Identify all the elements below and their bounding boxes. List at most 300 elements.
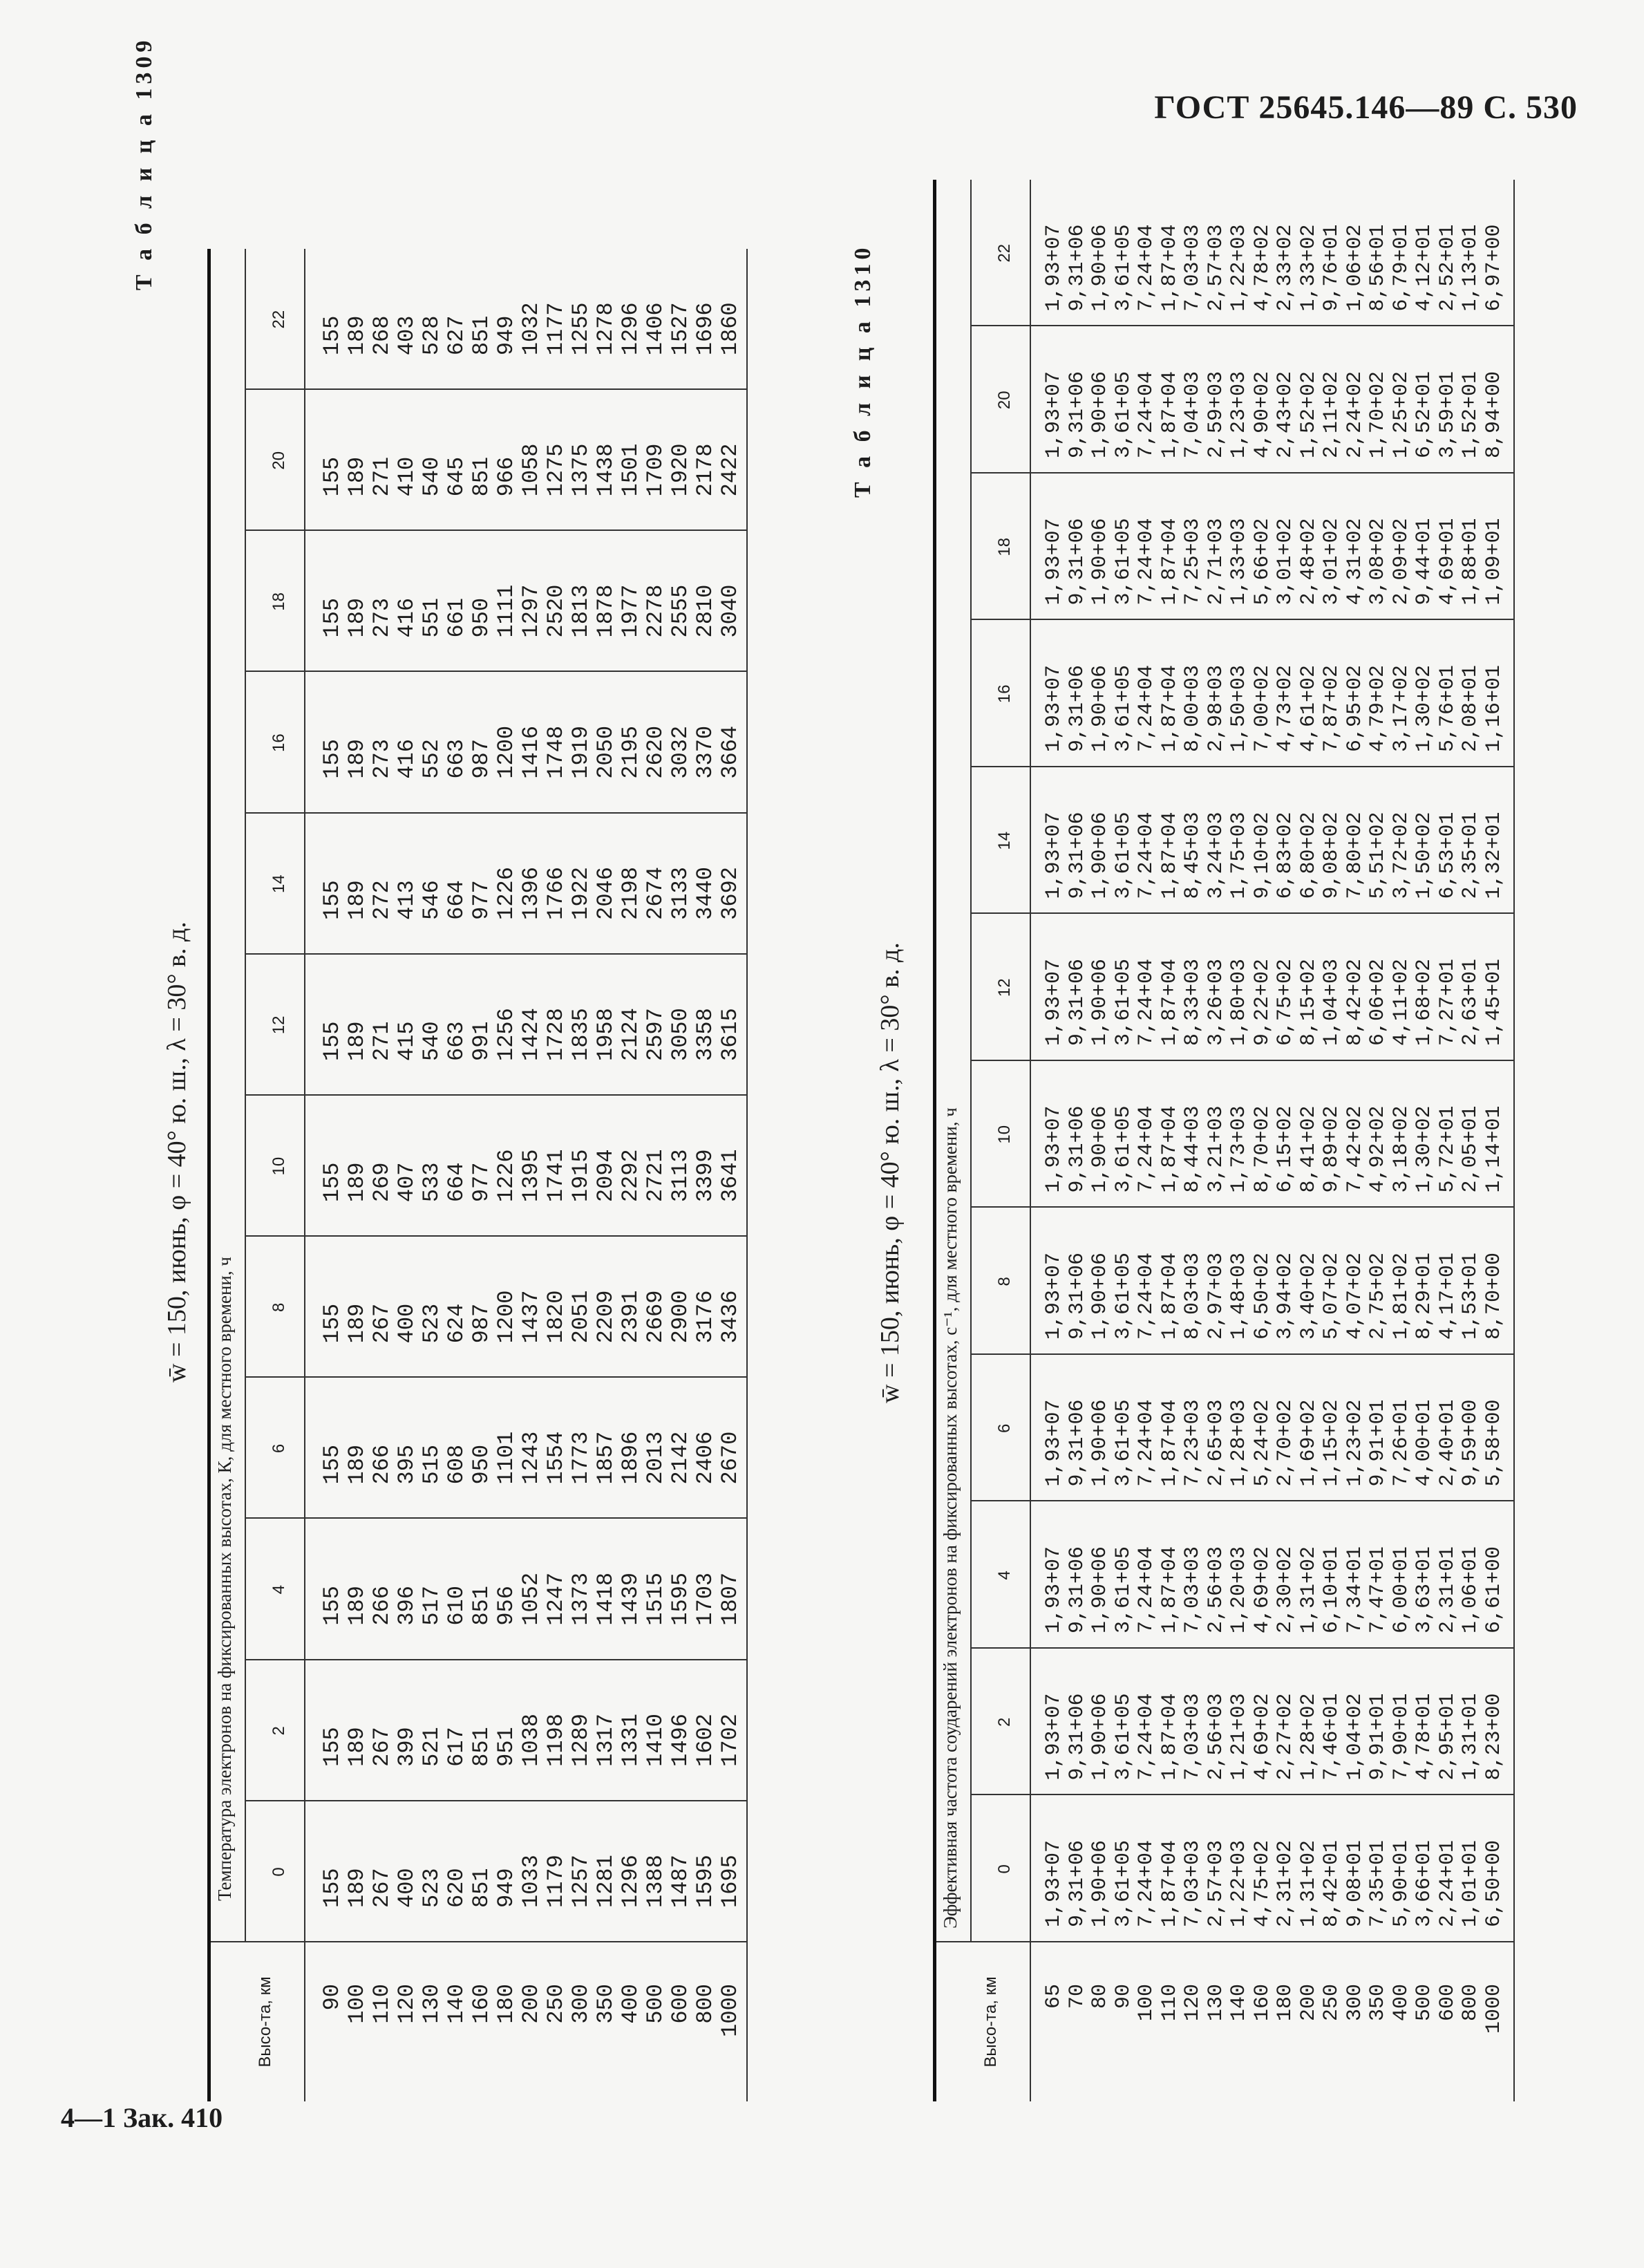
- table-cell: 7,26+01: [1389, 1399, 1413, 1487]
- table-cell: 851: [469, 456, 494, 497]
- table-cell: 991: [469, 1021, 494, 1061]
- table-cell: 1179: [543, 1855, 569, 1908]
- table-cell: 2,56+03: [1204, 1546, 1228, 1633]
- table-cell: 2900: [668, 1290, 693, 1344]
- table-cell: 1977: [618, 584, 643, 638]
- table-cell: 8,70+02: [1250, 1105, 1274, 1193]
- table-cell: 6,79+01: [1389, 224, 1413, 312]
- table-cell: 3,61+05: [1111, 1105, 1135, 1193]
- table-cell: 1388: [643, 1855, 668, 1908]
- table-cell: 3,61+05: [1111, 1693, 1135, 1781]
- table-cell: 9,31+06: [1065, 518, 1089, 606]
- table-cell: 2721: [643, 1149, 668, 1203]
- table-cell: 8,56+01: [1366, 224, 1390, 312]
- table-cell: 521: [419, 1727, 444, 1767]
- table-cell: 1396: [518, 867, 544, 920]
- table-cell: 7,24+04: [1135, 1546, 1158, 1633]
- table-cell: 7,35+01: [1366, 1839, 1390, 1927]
- table-subtitle: Эффективная частота соударений электронов на фиксированных высотах, с⁻¹, для местного времени, ч: [940, 1107, 961, 1929]
- table-cell: 1,53+01: [1459, 1252, 1482, 1340]
- column-header-hour: 14: [270, 874, 288, 894]
- table-cell: 7,24+04: [1135, 371, 1158, 458]
- table-cell: 1595: [668, 1572, 693, 1626]
- table-cell: 7,00+02: [1250, 664, 1274, 752]
- table-cell: 1,80+03: [1227, 958, 1251, 1046]
- column-separator: [246, 1376, 746, 1378]
- table-cell: 155: [319, 315, 345, 356]
- colhead-rule: [304, 249, 305, 2101]
- table-cell: 1741: [543, 1149, 569, 1203]
- table-cell: 6,10+01: [1320, 1546, 1343, 1633]
- table-cell: 273: [369, 597, 395, 638]
- table-cell: 1101: [493, 1431, 519, 1485]
- table-cell: 851: [469, 1727, 494, 1767]
- table-cell: 4,78+01: [1412, 1693, 1436, 1781]
- table-cell: 1,75+03: [1227, 812, 1251, 899]
- table-cell: 1958: [593, 1008, 618, 1061]
- table-cell: 2198: [618, 867, 643, 920]
- table-cell: 3040: [717, 584, 743, 638]
- table-cell: 1,21+03: [1227, 1693, 1251, 1781]
- table-cell: 1,88+01: [1459, 518, 1482, 606]
- table-cell: 1919: [568, 725, 594, 779]
- table-cell: 1331: [618, 1714, 643, 1767]
- table-cell: 1878: [593, 584, 618, 638]
- table-cell: 1297: [518, 584, 544, 638]
- table-1310-block: Т а б л и ц а 1310 w̄ = 150, июнь, φ = 40° ю. ш., λ = 30° в. д. Эффективная частота соударений электронов на фиксированных высотах, с⁻¹, для местного времени, ч Высо-та, км 0 2 4 6 8 10 12 14 16 18 20 22 65 70 80 90 100 110 120 130 140 160 180 200 250 300 350 400 500 600 800 1000 1,93+07 1,93+07 1,93+07 1,93+07 1,93+07 1,93+07 1,93+07 1,93+07 1,93+07 1,93+07 1,93+07 1,93+07 9,31+06 9,31+06 9,31+06 9,31+06 9,31+06 9,31+06 9,31+06 9,31+06 9,31+06 9,31+06 9,31+06 9,31+06 1,90+06 1,90+06 1,90+06 1,90+06 1,90+06 1,90+06 1,90+06 1,90+06 1,90+06 1,90+06 1,90+06 1,90+06 3,61+05 3,61+05 3,61+05 3,61+05 3,61+05 3,61+05 3,61+05 3,61+05 3,61+05 3,61+05 3,61+05 3,61+05 7,24+04 7,24+04 7,24+04 7,24+04 7,24+04 7,24+04 7,24+04 7,24+04 7,24+04 7,24+04 7,24+04 7,24+04 1,87+04 1,87+04 1,87+04 1,87+04 1,87+04 1,87+04 1,87+04 1,87+04 1,87+04 1,87+04 1,87+04 1,87+04 7,03+03 7,03+03 7,03+03 7,23+03 8,03+03 8,44+03 8,33+03 8,45+03 8,00+03 7,25+03 7,04+03 7,03+03 2,57+03 2,56+03 2,56+03 2,65+03 2,97+03 3,21+03 3,26+03 3,24+03 2,98+03 2,71+03 2,59+03 2,57+03 1,22+03 1,21+03 1,20+03 1,28+03 1,48+03 1,73+03 1,80+03 1,75+03 1,50+03 1,33+03 1,23+03 1,22+03 4,75+02 4,69+02 4,69+02 5,24+02 6,50+02 8,70+02 9,22+02 9,10+02 7,00+02 5,66+02 4,90+02 4,78+02 2,31+02 2,27+02 2,30+02 2,70+02 3,94+02 6,15+02 6,75+02 6,83+02 4,73+02 3,01+02 2,43+02 2,33+02 1,31+02 1,28+02 1,31+02 1,69+02 3,40+02 8,41+02 8,15+02 6,80+02 4,61+02 2,48+02 1,52+02 1,33+02 8,42+01 7,46+01 6,10+01 1,15+02 5,07+02 9,89+02 1,04+03 9,08+02 7,87+02 3,01+02 2,11+02 9,76+01 9,08+01 1,04+02 7,34+01 1,23+02 4,07+02 7,42+02 8,42+02 7,80+02 6,95+02 4,31+02 2,24+02 1,06+02 7,35+01 9,91+01 7,47+01 9,91+01 2,75+02 4,92+02 6,06+02 5,51+02 4,79+02 3,08+02 1,70+02 8,56+01 5,90+01 7,90+01 6,00+01 7,26+01 1,81+02 3,18+02 4,11+02 3,72+02 3,17+02 2,09+02 1,25+02 6,79+01 3,66+01 4,78+01 3,63+01 4,00+01 8,29+01 1,30+02 1,68+02 1,50+02 1,30+02 9,44+01 6,52+01 4,12+01 2,24+01 2,95+01 2,31+01 2,40+01 4,17+01 5,72+01 7,27+01 6,53+01 5,76+01 4,69+01 3,59+01 2,52+01 1,01+01 1,31+01 1,06+01 9,59+00 1,53+01 2,05+01 2,63+01 2,35+01 2,08+01 1,88+01 1,52+01 1,13+01 6,50+00 8,23+00 6,61+00 5,58+00 8,70+00 1,14+01 1,45+01 1,32+01 1,16+01 1,09+01 8,94+00 6,97+00: [857, 97, 1548, 2101]
- table-cell: 1487: [668, 1855, 693, 1908]
- table-cell: 1,70+02: [1366, 371, 1390, 458]
- table-cell: 1,31+02: [1296, 1839, 1321, 1927]
- table-cell: 7,27+01: [1435, 958, 1459, 1046]
- column-separator: [246, 812, 746, 814]
- table-cell: 4,90+02: [1250, 371, 1274, 458]
- column-separator: [972, 1941, 1513, 1942]
- table-cell: 2,57+03: [1204, 224, 1228, 312]
- table-cell: 1296: [618, 1855, 643, 1908]
- table-cell: 2051: [568, 1290, 594, 1344]
- page-header: ГОСТ 25645.146—89 С. 530: [1154, 89, 1578, 126]
- table-cell: 1395: [518, 1149, 544, 1203]
- table-cell: 1,16+01: [1482, 664, 1506, 752]
- table-cell: 1,93+07: [1042, 371, 1066, 458]
- table-cell: 3,17+02: [1389, 664, 1413, 752]
- table-cell: 1317: [593, 1714, 618, 1767]
- table-cell: 1,28+03: [1227, 1399, 1251, 1487]
- table-cell: 9,31+06: [1065, 1105, 1089, 1193]
- table-cell: 2,30+02: [1274, 1546, 1297, 1633]
- table-cell: 189: [344, 880, 370, 920]
- table-cell: 6,06+02: [1366, 958, 1390, 1046]
- table-cell: 528: [419, 315, 444, 356]
- table-cell: 189: [344, 1727, 370, 1767]
- table-cell: 2,24+01: [1435, 1839, 1459, 1927]
- table-cell: 2278: [643, 584, 668, 638]
- table-cell: 9,31+06: [1065, 371, 1089, 458]
- table-cell: 8,33+03: [1181, 958, 1204, 1046]
- table-cell: 1111: [493, 584, 519, 638]
- table-cell: 2670: [717, 1431, 743, 1485]
- table-cell: 2,11+02: [1320, 371, 1343, 458]
- column-separator: [246, 388, 746, 390]
- table-cell: 8,94+00: [1482, 371, 1506, 458]
- table-cell: 7,24+04: [1135, 1693, 1158, 1781]
- table-cell: 1,23+02: [1343, 1399, 1367, 1487]
- table-cell: 1243: [518, 1431, 544, 1485]
- column-header-hour: 8: [995, 1277, 1014, 1286]
- table-cell: 1,81+02: [1389, 1252, 1413, 1340]
- table-cell: 1275: [543, 443, 569, 497]
- table-cell: 1,90+06: [1088, 664, 1112, 752]
- table-cell: 3,61+05: [1111, 812, 1135, 899]
- table-cell: 416: [394, 597, 419, 638]
- table-number: Т а б л и ц а 1310: [850, 243, 876, 498]
- table-cell: 3,61+05: [1111, 664, 1135, 752]
- table-cell: 1703: [692, 1572, 718, 1626]
- table-top-rule: [933, 180, 936, 2101]
- table-cell: 9,91+01: [1366, 1399, 1390, 1487]
- table-cell: 1695: [717, 1855, 743, 1908]
- table-cell: 395: [394, 1444, 419, 1485]
- table-cell: 1860: [717, 302, 743, 356]
- table-cell: 155: [319, 739, 345, 779]
- table-cell: 1,87+04: [1158, 1546, 1182, 1633]
- height-label: Высо-та, км: [256, 1976, 274, 2068]
- table-cell: 1,93+07: [1042, 664, 1066, 752]
- table-cell: 4,11+02: [1389, 958, 1413, 1046]
- table-cell: 1256: [493, 1008, 519, 1061]
- table-cell: 1,52+01: [1459, 371, 1482, 458]
- table-cell: 2292: [618, 1149, 643, 1203]
- table-cell: 1,87+04: [1158, 1399, 1182, 1487]
- table-cell: 2597: [643, 1008, 668, 1061]
- table-cell: 155: [319, 880, 345, 920]
- table-cell: 951: [493, 1727, 519, 1767]
- table-cell: 410: [394, 456, 419, 497]
- table-cell: 9,89+02: [1320, 1105, 1343, 1193]
- table-cell: 1373: [568, 1572, 594, 1626]
- table-cell: 1,31+02: [1296, 1546, 1321, 1633]
- table-cell: 3,61+05: [1111, 518, 1135, 606]
- table-cell: 4,73+02: [1274, 664, 1297, 752]
- table-cell: 523: [419, 1303, 444, 1344]
- table-cell: 8,29+01: [1412, 1252, 1436, 1340]
- table-cell: 6,83+02: [1274, 812, 1297, 899]
- table-cell: 2,52+01: [1435, 224, 1459, 312]
- colhead-rule: [1030, 180, 1031, 2101]
- table-cell: 1,23+03: [1227, 371, 1251, 458]
- table-cell: 4,31+02: [1343, 518, 1367, 606]
- table-cell: 1595: [692, 1855, 718, 1908]
- table-cell: 3050: [668, 1008, 693, 1061]
- table-cell: 1,90+06: [1088, 518, 1112, 606]
- table-cell: 1602: [692, 1714, 718, 1767]
- table-cell: 9,31+06: [1065, 1693, 1089, 1781]
- table-cell: 7,23+03: [1181, 1399, 1204, 1487]
- table-cell: 1,90+06: [1088, 1105, 1112, 1193]
- table-cell: 155: [319, 1021, 345, 1061]
- table-cell: 3,59+01: [1435, 371, 1459, 458]
- table-cell: 3,94+02: [1274, 1252, 1297, 1340]
- table-cell: 269: [369, 1162, 395, 1203]
- table-cell: 1,30+02: [1412, 1105, 1436, 1193]
- table-cell: 1,50+03: [1227, 664, 1251, 752]
- table-cell: 8,00+03: [1181, 664, 1204, 752]
- table-cell: 1,87+04: [1158, 1693, 1182, 1781]
- table-cell: 1,25+02: [1389, 371, 1413, 458]
- table-cell: 1,93+07: [1042, 812, 1066, 899]
- table-cell: 1,33+02: [1296, 224, 1321, 312]
- table-cell: 4,79+02: [1366, 664, 1390, 752]
- table-cell: 1748: [543, 725, 569, 779]
- table-cell: 400: [394, 1303, 419, 1344]
- table-cell: 266: [369, 1586, 395, 1626]
- table-cell: 2,70+02: [1274, 1399, 1297, 1487]
- table-cell: 3,21+03: [1204, 1105, 1228, 1193]
- table-cell: 5,76+01: [1435, 664, 1459, 752]
- table-cell: 2209: [593, 1290, 618, 1344]
- table-cell: 1,90+06: [1088, 1399, 1112, 1487]
- table-cell: 627: [444, 315, 469, 356]
- table-cell: 1,93+07: [1042, 224, 1066, 312]
- table-cell: 1,87+04: [1158, 371, 1182, 458]
- table-cell: 1835: [568, 1008, 594, 1061]
- column-header-hour: 2: [270, 1726, 288, 1736]
- table-cell: 189: [344, 1586, 370, 1626]
- table-cell: 1,93+07: [1042, 1693, 1066, 1781]
- table-cell: 1527: [668, 302, 693, 356]
- table-cell: 2,65+03: [1204, 1399, 1228, 1487]
- table-cell: 189: [344, 739, 370, 779]
- table-cell: 267: [369, 1868, 395, 1908]
- table-cell: 949: [493, 1868, 519, 1908]
- table-cell: 3,01+02: [1274, 518, 1297, 606]
- table-cell: 1,87+04: [1158, 1839, 1182, 1927]
- table-cell: 3,61+05: [1111, 1399, 1135, 1487]
- column-separator: [246, 1094, 746, 1096]
- table-cell: 1,28+02: [1296, 1693, 1321, 1781]
- table-cell: 1032: [518, 302, 544, 356]
- table-cell: 1,04+03: [1320, 958, 1343, 1046]
- table-cell: 4,69+02: [1250, 1546, 1274, 1633]
- table-cell: 1,90+06: [1088, 958, 1112, 1046]
- table-cell: 399: [394, 1727, 419, 1767]
- table-cell: 7,24+04: [1135, 958, 1158, 1046]
- table-cell: 1,13+01: [1459, 224, 1482, 312]
- table-cell: 2620: [643, 725, 668, 779]
- table-cell: 4,69+02: [1250, 1693, 1274, 1781]
- table-cell: 3133: [668, 867, 693, 920]
- table-cell: 3,61+05: [1111, 1252, 1135, 1340]
- table-cell: 9,31+06: [1065, 224, 1089, 312]
- table-cell: 2094: [593, 1149, 618, 1203]
- column-header-hour: 10: [995, 1125, 1014, 1144]
- table-cell: 5,24+02: [1250, 1399, 1274, 1487]
- table-bottom-rule: [746, 249, 748, 2101]
- table-cell: 949: [493, 315, 519, 356]
- table-cell: 987: [469, 1303, 494, 1344]
- column-separator: [246, 953, 746, 955]
- table-cell: 9,31+06: [1065, 1399, 1089, 1487]
- column-header-hour: 6: [995, 1423, 1014, 1433]
- table-cell: 1289: [568, 1714, 594, 1767]
- table-cell: 9,31+06: [1065, 958, 1089, 1046]
- table-cell: 189: [344, 597, 370, 638]
- column-separator: [246, 671, 746, 673]
- table-cell: 416: [394, 739, 419, 779]
- table-cell: 1,31+01: [1459, 1693, 1482, 1781]
- table-cell: 1496: [668, 1714, 693, 1767]
- table-cell: 2,08+01: [1459, 664, 1482, 752]
- table-cell: 3176: [692, 1290, 718, 1344]
- table-cell: 1696: [692, 302, 718, 356]
- table-cell: 1255: [568, 302, 594, 356]
- table-cell: 7,46+01: [1320, 1693, 1343, 1781]
- table-cell: 1,30+02: [1412, 664, 1436, 752]
- table-cell: 2,05+01: [1459, 1105, 1482, 1193]
- table-cell: 2,57+03: [1204, 1839, 1228, 1927]
- table-cell: 189: [344, 1162, 370, 1203]
- table-cell: 620: [444, 1868, 469, 1908]
- table-cell: 415: [394, 1021, 419, 1061]
- table-cell: 189: [344, 1303, 370, 1344]
- table-cell: 1424: [518, 1008, 544, 1061]
- table-cell: 1920: [668, 443, 693, 497]
- table-cell: 540: [419, 456, 444, 497]
- table-cell: 1807: [717, 1572, 743, 1626]
- table-cell: 7,04+03: [1181, 371, 1204, 458]
- table-cell: 2,97+03: [1204, 1252, 1228, 1340]
- table-cell: 1418: [593, 1572, 618, 1626]
- table-cell: 413: [394, 880, 419, 920]
- table-cell: 2178: [692, 443, 718, 497]
- table-cell: 7,24+04: [1135, 518, 1158, 606]
- table-cell: 189: [344, 1868, 370, 1908]
- column-separator: [246, 1659, 746, 1660]
- table-cell: 2,95+01: [1435, 1693, 1459, 1781]
- table-cell: 2391: [618, 1290, 643, 1344]
- column-separator: [972, 1207, 1513, 1208]
- column-header-hour: 20: [270, 451, 288, 470]
- table-cell: 155: [319, 597, 345, 638]
- column-separator: [972, 1060, 1513, 1061]
- table-cell: 977: [469, 1162, 494, 1203]
- column-separator: [246, 1941, 746, 1942]
- table-cell: 1257: [568, 1855, 594, 1908]
- column-separator: [972, 1794, 1513, 1796]
- table-cell: 624: [444, 1303, 469, 1344]
- table-cell: 4,12+01: [1412, 224, 1436, 312]
- table-cell: 8,70+00: [1482, 1252, 1506, 1340]
- table-cell: 2,31+02: [1274, 1839, 1297, 1927]
- table-cell: 3,24+03: [1204, 812, 1228, 899]
- table-cell: 8,15+02: [1296, 958, 1321, 1046]
- table-cell: 3615: [717, 1008, 743, 1061]
- table-cell: 1375: [568, 443, 594, 497]
- table-cell: 2,59+03: [1204, 371, 1228, 458]
- column-header-hour: 0: [270, 1867, 288, 1877]
- table-cell: 7,24+04: [1135, 664, 1158, 752]
- table-cell: 2422: [717, 443, 743, 497]
- table-cell: 1,20+03: [1227, 1546, 1251, 1633]
- table-cell: 2,09+02: [1389, 518, 1413, 606]
- table-cell: 1,33+03: [1227, 518, 1251, 606]
- table-number: Т а б л и ц а 1309: [131, 36, 157, 290]
- table-cell: 3440: [692, 867, 718, 920]
- table-cell: 6,52+01: [1412, 371, 1436, 458]
- column-header-hour: 8: [270, 1302, 288, 1312]
- table-cell: 1554: [543, 1431, 569, 1485]
- table-top-rule: [207, 249, 211, 2101]
- table-cell: 540: [419, 1021, 444, 1061]
- table-cell: 2,40+01: [1435, 1399, 1459, 1487]
- table-cell: 2669: [643, 1290, 668, 1344]
- table-cell: 1,87+04: [1158, 518, 1182, 606]
- table-cell: 1,73+03: [1227, 1105, 1251, 1193]
- table-cell: 9,31+06: [1065, 1546, 1089, 1633]
- column-header-hour: 4: [270, 1584, 288, 1595]
- page-footer: 4—1 Зак. 410: [61, 2102, 223, 2133]
- table-bottom-rule: [1513, 180, 1515, 2101]
- table-cell: 2195: [618, 725, 643, 779]
- table-cell: 9,08+02: [1320, 812, 1343, 899]
- table-cell: 1,90+06: [1088, 224, 1112, 312]
- table-cell: 977: [469, 880, 494, 920]
- table-cell: 3,61+05: [1111, 371, 1135, 458]
- table-cell: 517: [419, 1586, 444, 1626]
- table-cell: 1416: [518, 725, 544, 779]
- table-cell: 1198: [543, 1714, 569, 1767]
- table-cell: 1,22+03: [1227, 224, 1251, 312]
- column-header-hour: 14: [995, 831, 1014, 850]
- table-cell: 268: [369, 315, 395, 356]
- table-cell: 1,14+01: [1482, 1105, 1506, 1193]
- table-cell: 1296: [618, 302, 643, 356]
- table-cell: 155: [319, 1727, 345, 1767]
- table-cell: 4,78+02: [1250, 224, 1274, 312]
- table-cell: 7,24+04: [1135, 812, 1158, 899]
- table-cell: 266: [369, 1444, 395, 1485]
- column-separator: [246, 529, 746, 531]
- table-cell: 608: [444, 1444, 469, 1485]
- table-cell: 4,00+01: [1412, 1399, 1436, 1487]
- table-cell: 2050: [593, 725, 618, 779]
- table-cell: 273: [369, 739, 395, 779]
- table-cell: 1437: [518, 1290, 544, 1344]
- table-cell: 5,90+01: [1389, 1839, 1413, 1927]
- table-cell: 1,87+04: [1158, 1252, 1182, 1340]
- table-cell: 2,98+03: [1204, 664, 1228, 752]
- table-cell: 1,87+04: [1158, 664, 1182, 752]
- table-cell: 1,93+07: [1042, 1839, 1066, 1927]
- table-cell: 155: [319, 1303, 345, 1344]
- table-cell: 1406: [643, 302, 668, 356]
- table-cell: 7,80+02: [1343, 812, 1367, 899]
- table-cell: 7,03+03: [1181, 1693, 1204, 1781]
- table-cell: 9,44+01: [1412, 518, 1436, 606]
- table-cell: 1,93+07: [1042, 518, 1066, 606]
- table-cell: 2,75+02: [1366, 1252, 1390, 1340]
- column-header-hour: 16: [270, 733, 288, 752]
- table-cell: 3,61+05: [1111, 958, 1135, 1046]
- table-cell: 2,24+02: [1343, 371, 1367, 458]
- table-cell: 2,71+03: [1204, 518, 1228, 606]
- table-cell: 956: [493, 1586, 519, 1626]
- table-cell: 3113: [668, 1149, 693, 1203]
- table-cell: 1,87+04: [1158, 224, 1182, 312]
- table-cell: 396: [394, 1586, 419, 1626]
- column-header-hour: 4: [995, 1571, 1014, 1580]
